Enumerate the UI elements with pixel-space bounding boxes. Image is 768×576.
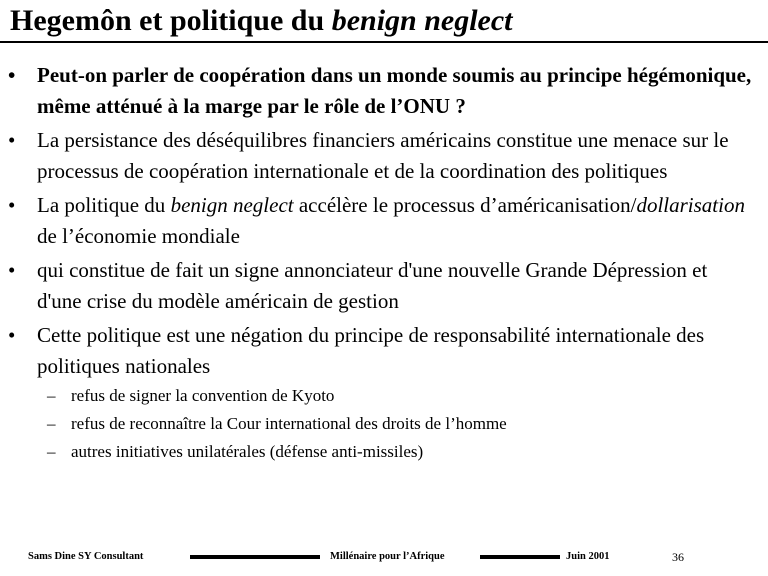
sub-bullet-item [0, 438, 768, 466]
bullet-item [0, 320, 768, 382]
slide-title [10, 3, 513, 39]
sub-bullet-dash: – [47, 386, 56, 405]
bullet-text: La persistance des déséquilibres financiers américains constitue une menace sur le processus de coopération internationale et de la coordination des politiques [37, 128, 729, 183]
footer-center-text: Millénaire pour l’Afrique [330, 551, 445, 562]
bullet-text-italic: dollarisation [636, 193, 745, 217]
sub-bullet-text: refus de signer la convention de Kyoto [71, 386, 335, 405]
slide-title-main: Hegemôn et politique du [10, 4, 332, 37]
sub-bullet-dash: – [47, 414, 56, 433]
sub-bullet-text: autres initiatives unilatérales (défense anti-missiles) [71, 442, 424, 461]
bullet-text: Peut-on parler de coopération dans un monde soumis au principe hégémonique, même atténué à la marge par le rôle de l’ONU ? [37, 63, 752, 118]
bullet-dot: • [8, 128, 16, 152]
slide-footer [0, 550, 768, 570]
bullet-dot: • [8, 193, 16, 217]
bullet-text: Cette politique est une négation du principe de responsabilité internationale des politiques nationales [37, 323, 705, 378]
slide-title-italic: benign neglect [331, 4, 513, 37]
bullet-item [0, 190, 768, 252]
footer-rule-right [480, 555, 560, 559]
bullet-item [0, 125, 768, 187]
bullet-text: qui constitue de fait un signe annonciateur d'une nouvelle Grande Dépression et d'une crise du modèle américain de gestion [37, 258, 708, 313]
bullet-text-italic: benign neglect [170, 193, 294, 217]
sub-bullet-item [0, 410, 768, 438]
bullet-item [0, 60, 768, 122]
footer-rule-left [190, 555, 320, 559]
title-divider [0, 41, 768, 43]
sub-bullet-text: refus de reconnaître la Cour international des droits de l’homme [71, 414, 507, 433]
slide-body [0, 60, 768, 466]
sub-bullet-dash: – [47, 442, 56, 461]
bullet-dot: • [8, 63, 16, 87]
bullet-text-middle: accélère le processus d’américanisation/ [293, 193, 637, 217]
bullet-text-end: de l’économie mondiale [37, 224, 240, 248]
bullet-text-start: La politique du [37, 193, 171, 217]
footer-author: Sams Dine SY Consultant [28, 551, 144, 562]
bullet-dot: • [8, 258, 16, 282]
page-number: 36 [672, 550, 684, 564]
sub-bullet-item [0, 382, 768, 410]
footer-date: Juin 2001 [566, 551, 610, 562]
bullet-item [0, 255, 768, 317]
bullet-dot: • [8, 323, 16, 347]
